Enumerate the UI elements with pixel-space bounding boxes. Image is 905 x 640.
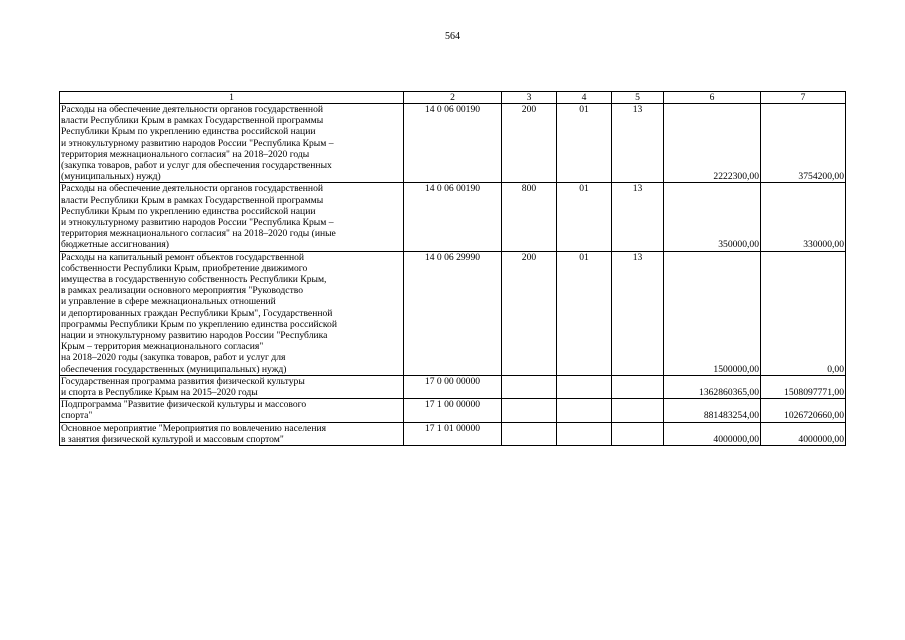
row-amount-col6-cell: 2222300,00 bbox=[664, 104, 761, 183]
row-amount-col7-cell: 330000,00 bbox=[761, 183, 846, 251]
row-amount-col7-cell: 1026720660,00 bbox=[761, 399, 846, 422]
row-amount-col6-cell: 350000,00 bbox=[664, 183, 761, 251]
row-expense-type-cell: 800 bbox=[502, 183, 557, 251]
table-row bbox=[60, 422, 846, 445]
column-header: 4 bbox=[557, 92, 612, 104]
row-amount-col6-cell: 4000000,00 bbox=[664, 422, 761, 445]
row-target-article-cell: 14 0 06 00190 bbox=[404, 104, 502, 183]
row-amount-col6-cell: 1362860365,00 bbox=[664, 375, 761, 398]
row-subsection-cell bbox=[612, 399, 664, 422]
row-description-cell: Расходы на обеспечение деятельности органов государственной власти Республики Крым в рамках Государственной программы Республики Крым по укреплению единства российской нации и этнокультурному развитию народов России "Республика Крым – территория межнационального согласия" на 2018–2020 годы (закупка товаров, работ и услуг для обеспечения государственных (муниципальных) нужд) bbox=[60, 104, 404, 183]
row-amount-col7-cell: 0,00 bbox=[761, 251, 846, 375]
table-row bbox=[60, 375, 846, 398]
row-section-cell bbox=[557, 399, 612, 422]
column-header: 6 bbox=[664, 92, 761, 104]
row-subsection-cell: 13 bbox=[612, 104, 664, 183]
table-row bbox=[60, 251, 846, 375]
row-expense-type-cell bbox=[502, 422, 557, 445]
row-expense-type-cell bbox=[502, 399, 557, 422]
column-header: 5 bbox=[612, 92, 664, 104]
row-amount-col6-cell: 881483254,00 bbox=[664, 399, 761, 422]
row-section-cell bbox=[557, 375, 612, 398]
table-row bbox=[60, 183, 846, 251]
row-target-article-cell: 14 0 06 29990 bbox=[404, 251, 502, 375]
row-target-article-cell: 14 0 06 00190 bbox=[404, 183, 502, 251]
row-description-cell: Подпрограмма "Развитие физической культуры и массового спорта" bbox=[60, 399, 404, 422]
row-section-cell: 01 bbox=[557, 104, 612, 183]
row-target-article-cell: 17 1 00 00000 bbox=[404, 399, 502, 422]
table-header-row bbox=[60, 92, 846, 104]
table-row bbox=[60, 399, 846, 422]
row-subsection-cell bbox=[612, 422, 664, 445]
row-section-cell: 01 bbox=[557, 251, 612, 375]
row-section-cell: 01 bbox=[557, 183, 612, 251]
column-header: 7 bbox=[761, 92, 846, 104]
row-amount-col6-cell: 1500000,00 bbox=[664, 251, 761, 375]
row-expense-type-cell: 200 bbox=[502, 104, 557, 183]
budget-table bbox=[59, 91, 846, 446]
table-row bbox=[60, 104, 846, 183]
row-subsection-cell: 13 bbox=[612, 251, 664, 375]
page-number: 564 bbox=[445, 31, 460, 42]
row-amount-col7-cell: 4000000,00 bbox=[761, 422, 846, 445]
column-header: 1 bbox=[60, 92, 404, 104]
row-section-cell bbox=[557, 422, 612, 445]
row-description-cell: Государственная программа развития физической культуры и спорта в Республике Крым на 2015–2020 годы bbox=[60, 375, 404, 398]
row-subsection-cell bbox=[612, 375, 664, 398]
column-header: 3 bbox=[502, 92, 557, 104]
row-target-article-cell: 17 1 01 00000 bbox=[404, 422, 502, 445]
row-amount-col7-cell: 1508097771,00 bbox=[761, 375, 846, 398]
column-header: 2 bbox=[404, 92, 502, 104]
row-subsection-cell: 13 bbox=[612, 183, 664, 251]
row-description-cell: Расходы на капитальный ремонт объектов государственной собственности Республики Крым, приобретение движимого имущества в государственную собственность Республики Крым, в рамках реализации основного мероприятия "Руководство и управление в сфере межнациональных отношений и депортированных граждан Республики Крым", Государственной программы Республики Крым по укреплению единства российской нации и этнокультурному развитию народов России "Республика Крым – территория межнационального согласия" на 2018–2020 годы (закупка товаров, работ и услуг для обеспечения государственных (муниципальных) нужд) bbox=[60, 251, 404, 375]
row-amount-col7-cell: 3754200,00 bbox=[761, 104, 846, 183]
row-target-article-cell: 17 0 00 00000 bbox=[404, 375, 502, 398]
row-description-cell: Основное мероприятие "Мероприятия по вовлечению населения в занятия физической культурой и массовым спортом" bbox=[60, 422, 404, 445]
row-description-cell: Расходы на обеспечение деятельности органов государственной власти Республики Крым в рамках Государственной программы Республики Крым по укреплению единства российской нации и этнокультурному развитию народов России "Республика Крым – территория межнационального согласия" на 2018–2020 годы (иные бюджетные ассигнования) bbox=[60, 183, 404, 251]
row-expense-type-cell: 200 bbox=[502, 251, 557, 375]
row-expense-type-cell bbox=[502, 375, 557, 398]
